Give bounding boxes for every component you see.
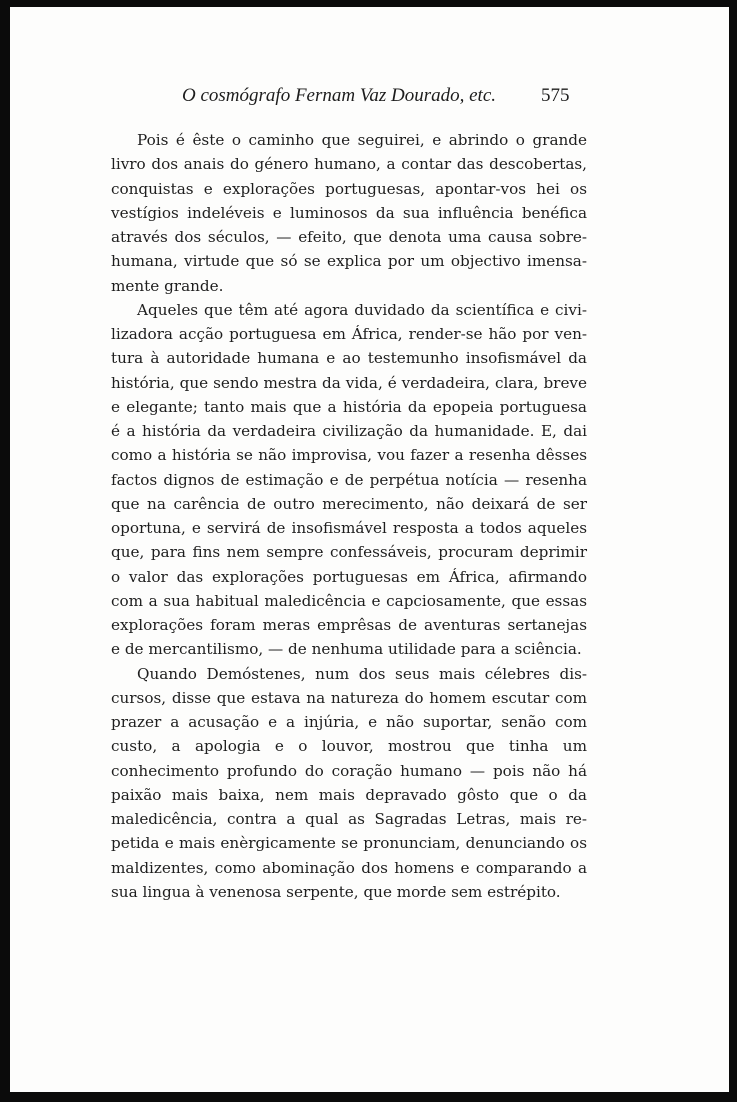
body-text bbox=[111, 128, 587, 904]
book-page bbox=[10, 7, 729, 1092]
running-head bbox=[10, 85, 729, 115]
paragraph: Quando Demóstenes, num dos seus mais célebres discursos, disse que estava na natureza do homem escutar com prazer a acusação e a injúria, e não suportar, senão com custo, a apologia e o louvor, mostrou que tinha um conhecimento profundo do coração humano — pois não há paixão mais baixa, nem mais depravado gôsto que o da maledicência, contra a qual as Sagradas Letras, mais repetida e mais enèrgicamente se pronunciam, denunciando os maldizentes, como abominação dos homens e comparando a sua lingua à venenosa serpente, que morde sem estrépito. bbox=[111, 664, 587, 901]
paragraph: Aqueles que têm até agora duvidado da scientífica e civilizadora acção portuguesa em África, render-se hão por ventura à autoridade humana e ao testemunho insofismável da história, que sendo mestra da vida, é verdadeira, clara, breve e elegante; tanto mais que a história da epopeia portuguesa é a história da verdadeira civilização da humanidade. E, dai como a história se não improvisa, vou fazer a resenha dêsses factos dignos de estimação e de perpétua notícia — resenha que na carência de outro merecimento, não deixará de ser oportuna, e servirá de insofismável resposta a todos aqueles que, para fins nem sempre confessáveis, procuram deprimir o valor das explorações portuguesas em África, afirmando com a sua habitual maledicência e capciosamente, que essas explorações foram meras emprêsas de aventuras sertanejas e de mercantilismo, — de nenhuma utilidade para a sciência. bbox=[111, 300, 587, 659]
running-title: O cosmógrafo Fernam Vaz Dourado, etc. bbox=[182, 85, 497, 106]
paragraph: Pois é êste o caminho que seguirei, e abrindo o grande livro dos anais do género humano, a contar das descobertas, conquistas e explorações portuguesas, apontar-vos hei os vestígios indeléveis e luminosos da sua influência benéfica através dos séculos, — efeito, que denota uma causa sobre-humana, virtude que só se explica por um objectivo imensamente grande. bbox=[111, 131, 587, 295]
page-number: 575 bbox=[541, 85, 570, 106]
